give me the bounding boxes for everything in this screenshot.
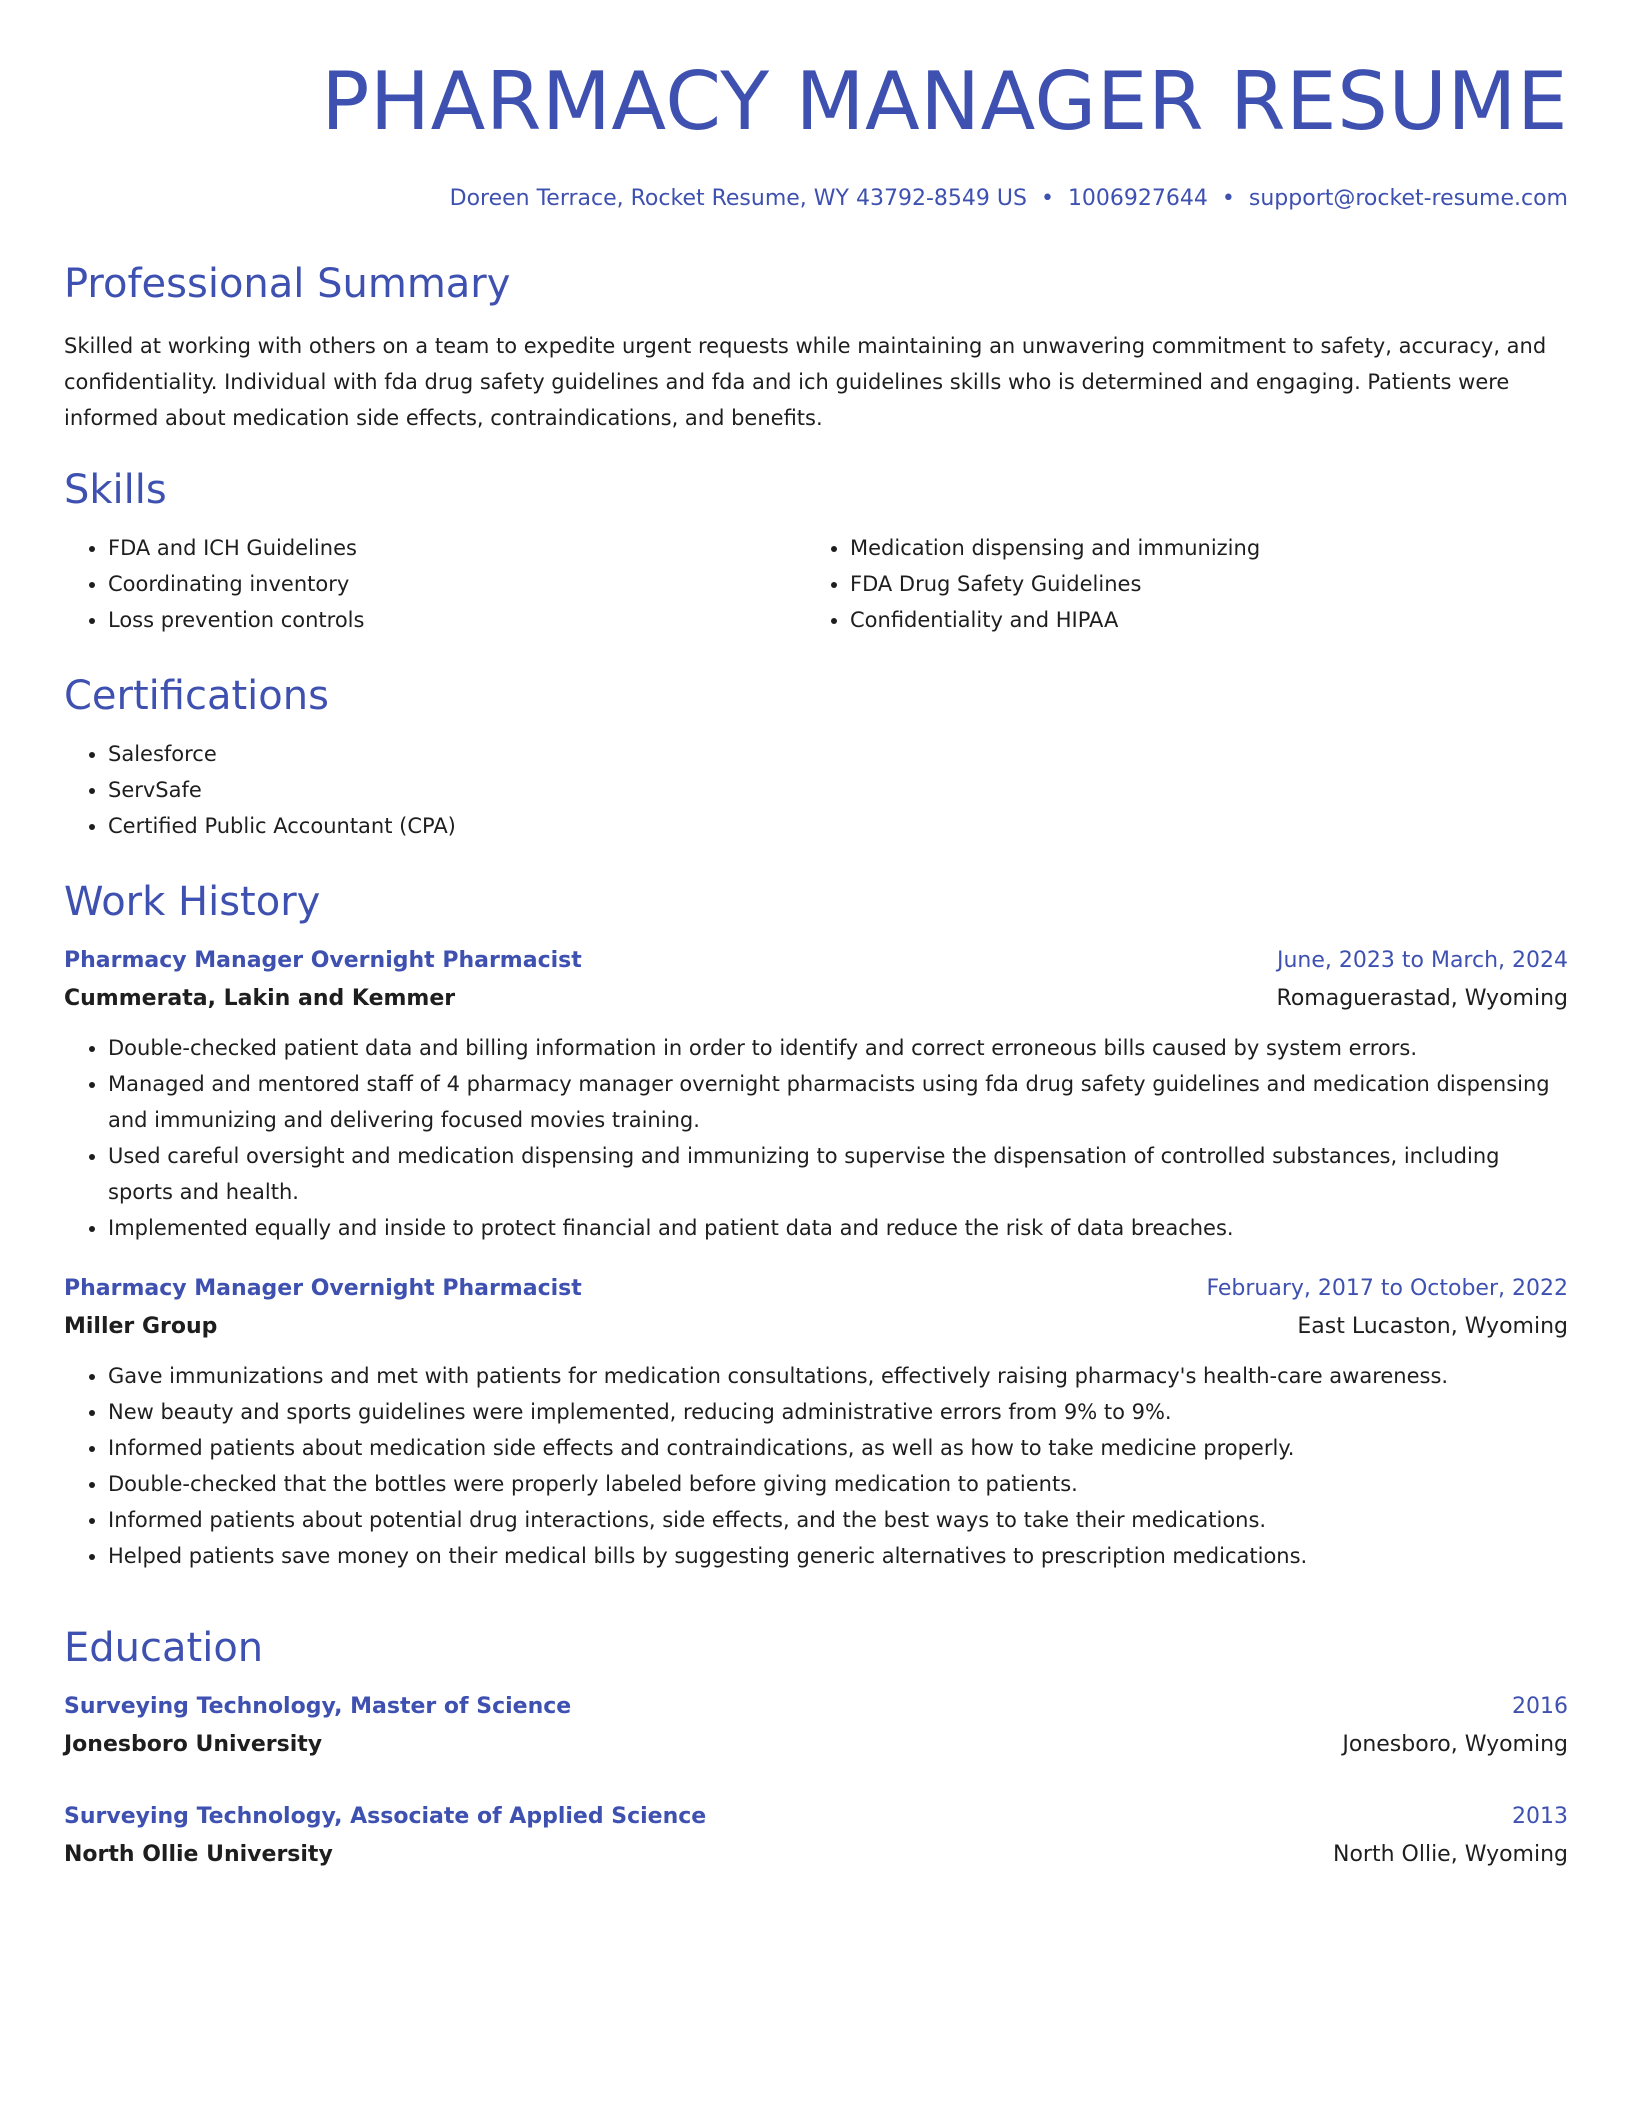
education-degree-row	[64, 1798, 1568, 1836]
job-entry	[64, 1270, 1568, 1574]
job-entry	[64, 942, 1568, 1246]
job-location: Romaguerastad, Wyoming	[1276, 986, 1568, 1011]
education-degree: Surveying Technology, Associate of Applied Science	[64, 1804, 707, 1829]
job-bullet: • Helped patients save money on their medical bills by suggesting generic alternatives to prescription medications.	[108, 1538, 1568, 1574]
skill-item: • FDA Drug Safety Guidelines	[850, 566, 1548, 602]
job-location: East Lucaston, Wyoming	[1297, 1314, 1568, 1339]
job-bullet: • Double-checked patient data and billing information in order to identify and correct erroneous bills caused by system errors.	[108, 1030, 1568, 1066]
job-title: Pharmacy Manager Overnight Pharmacist	[64, 1276, 582, 1301]
skill-item: • Coordinating inventory	[108, 566, 806, 602]
job-company-row	[64, 1308, 1568, 1346]
job-bullet: • New beauty and sports guidelines were implemented, reducing administrative errors from 9% to 9%.	[108, 1394, 1568, 1430]
skill-item: • Confidentiality and HIPAA	[850, 602, 1548, 638]
education-heading: Education	[64, 1625, 264, 1671]
contact-phone: 1006927644	[1067, 186, 1208, 211]
contact-email[interactable]: support@rocket-resume.com	[1248, 186, 1568, 211]
summary-section	[64, 258, 1568, 436]
job-dates: February, 2017 to October, 2022	[1206, 1276, 1568, 1301]
contact-separator: •	[1040, 186, 1054, 211]
skill-item: • Loss prevention controls	[108, 602, 806, 638]
job-bullet: • Double-checked that the bottles were properly labeled before giving medication to patients.	[108, 1466, 1568, 1502]
job-title: Pharmacy Manager Overnight Pharmacist	[64, 948, 582, 973]
skills-heading: Skills	[64, 467, 167, 513]
certifications-list	[64, 736, 1568, 844]
education-year: 2016	[1512, 1694, 1568, 1719]
job-bullet: • Used careful oversight and medication dispensing and immunizing to supervise the dispensation of controlled substances, including sports and health.	[108, 1138, 1568, 1210]
job-title-row	[64, 1270, 1568, 1308]
education-school-row	[64, 1836, 1568, 1874]
job-bullet: • Informed patients about medication side effects and contraindications, as well as how to take medicine properly.	[108, 1430, 1568, 1466]
skill-item: • FDA and ICH Guidelines	[108, 530, 806, 566]
certifications-section	[64, 670, 1568, 844]
education-location: North Ollie, Wyoming	[1333, 1842, 1568, 1867]
summary-heading: Professional Summary	[64, 261, 511, 307]
job-bullet: • Implemented equally and inside to protect financial and patient data and reduce the risk of data breaches.	[108, 1210, 1568, 1246]
skills-section	[64, 464, 1568, 638]
education-school: Jonesboro University	[64, 1732, 323, 1757]
education-entry	[64, 1798, 1568, 1874]
resume-page	[64, 52, 1568, 1867]
contact-address: Doreen Terrace, Rocket Resume, WY 43792-8549 US	[449, 186, 1027, 211]
contact-separator: •	[1221, 186, 1235, 211]
skills-list-right	[806, 530, 1548, 638]
certification-item: • Salesforce	[108, 736, 1568, 772]
work-history-heading: Work History	[64, 879, 321, 925]
education-school-row	[64, 1726, 1568, 1764]
job-company: Cummerata, Lakin and Kemmer	[64, 986, 456, 1011]
contact-line	[64, 186, 1568, 211]
job-dates: June, 2023 to March, 2024	[1277, 948, 1568, 973]
work-history-section	[64, 876, 1568, 1574]
resume-title: PHARMACY MANAGER RESUME	[321, 55, 1568, 148]
education-section	[64, 1622, 1568, 1874]
job-company-row	[64, 980, 1568, 1018]
resume-header	[64, 52, 1568, 211]
job-company: Miller Group	[64, 1314, 218, 1339]
job-bullet: • Informed patients about potential drug interactions, side effects, and the best ways to take their medications.	[108, 1502, 1568, 1538]
job-bullets	[64, 1358, 1568, 1574]
summary-text: Skilled at working with others on a team to expedite urgent requests while maintaining an unwavering commitment to safety, accuracy, and confidentiality. Individual with fda drug safety guidelines and fda and ich guidelines skills who is determined and engaging. Patients were informed about medication side effects, contraindications, and benefits.	[64, 334, 1547, 430]
education-degree-row	[64, 1688, 1568, 1726]
skill-item: • Medication dispensing and immunizing	[850, 530, 1548, 566]
education-school: North Ollie University	[64, 1842, 333, 1867]
job-bullet: • Gave immunizations and met with patients for medication consultations, effectively raising pharmacy's health-care awareness.	[108, 1358, 1568, 1394]
education-location: Jonesboro, Wyoming	[1342, 1732, 1568, 1757]
job-title-row	[64, 942, 1568, 980]
education-year: 2013	[1512, 1804, 1568, 1829]
certification-item: • ServSafe	[108, 772, 1568, 808]
education-degree: Surveying Technology, Master of Science	[64, 1694, 572, 1719]
certification-item: • Certified Public Accountant (CPA)	[108, 808, 1568, 844]
job-bullet: • Managed and mentored staff of 4 pharmacy manager overnight pharmacists using fda drug safety guidelines and medication dispensing and immunizing and delivering focused movies training.	[108, 1066, 1568, 1138]
certifications-heading: Certifications	[64, 673, 329, 719]
skills-list-left	[64, 530, 806, 638]
job-bullets	[64, 1030, 1568, 1246]
skills-columns	[64, 530, 1568, 638]
education-entry	[64, 1688, 1568, 1764]
